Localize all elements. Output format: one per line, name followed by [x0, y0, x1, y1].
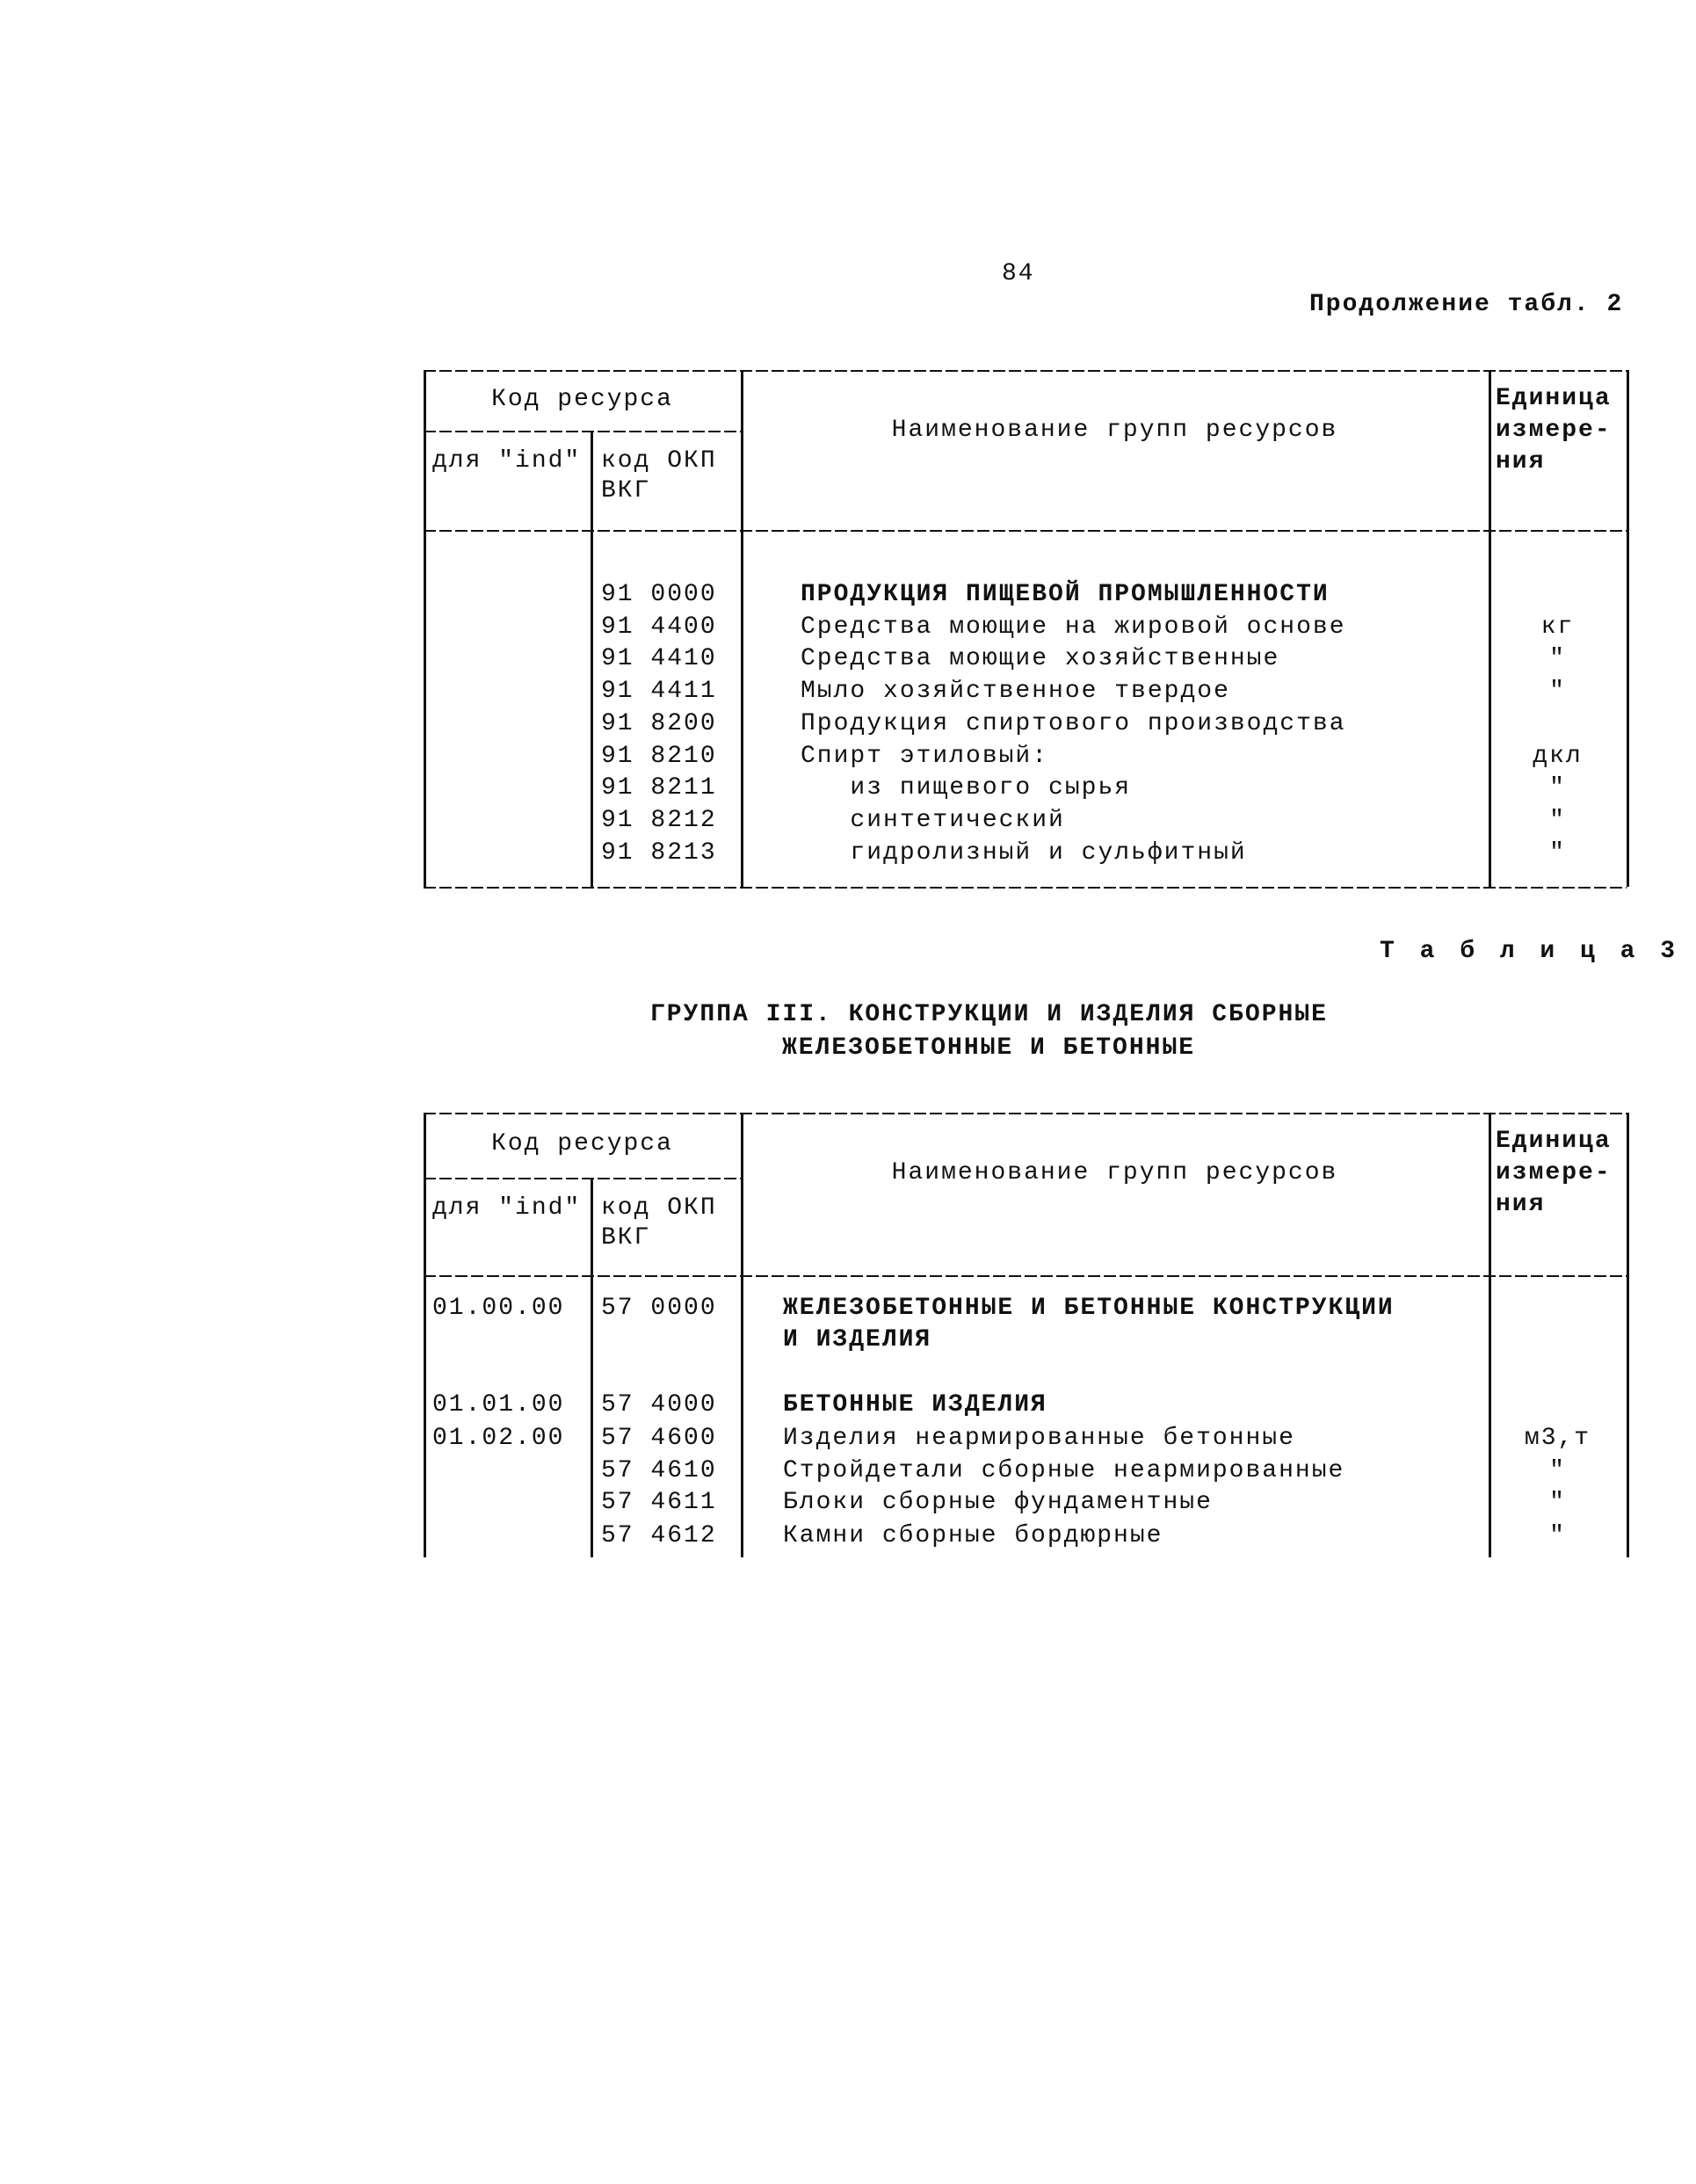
cell-unit: дкл: [1533, 742, 1583, 770]
cell-ind: 01.02.00: [432, 1425, 565, 1452]
cell-okp: 57 4000: [601, 1391, 717, 1419]
cell-unit: ": [1549, 1457, 1566, 1484]
cell-okp: 91 8212: [601, 806, 717, 834]
header-bottom-border: [424, 1275, 1627, 1277]
column-rule: [1627, 1113, 1629, 1557]
header-col-okp: код ОКП: [601, 447, 717, 475]
header-code-group: Код ресурса: [491, 1130, 673, 1157]
cell-unit: кг: [1540, 613, 1575, 641]
cell-name: И ИЗДЕЛИЯ: [783, 1326, 932, 1353]
cell-unit: ": [1549, 645, 1566, 673]
cell-unit: м3,т: [1524, 1425, 1591, 1452]
table-top-border: [424, 370, 1627, 372]
table-bottom-border: [424, 887, 1627, 889]
header-col-unit: Единица: [1496, 385, 1612, 412]
header-col-okp-line2: ВКГ: [601, 477, 651, 504]
header-col-ind: для "ind": [432, 1194, 582, 1222]
cell-name: Средства моющие хозяйственные: [801, 645, 1280, 673]
cell-okp: 91 8213: [601, 838, 717, 867]
cell-ind: 01.00.00: [432, 1295, 565, 1322]
cell-okp: 57 0000: [601, 1295, 717, 1322]
header-divider: [424, 1178, 741, 1179]
cell-name: Стройдетали сборные неармированные: [783, 1457, 1345, 1484]
cell-name: синтетический: [801, 806, 1065, 834]
header-col-unit-line3: ния: [1496, 1191, 1546, 1218]
cell-name: БЕТОННЫЕ ИЗДЕЛИЯ: [783, 1391, 1047, 1419]
table-3-title-line1: ГРУППА III. КОНСТРУКЦИИ И ИЗДЕЛИЯ СБОРНЫЕ: [650, 1001, 1328, 1028]
table-top-border: [424, 1113, 1627, 1114]
cell-unit: ": [1549, 1489, 1566, 1516]
page-number: 84: [1002, 260, 1035, 287]
cell-okp: 91 4400: [601, 613, 717, 641]
header-code-group: Код ресурса: [491, 385, 673, 413]
cell-unit: ": [1549, 678, 1566, 706]
header-col-okp-line2: ВКГ: [601, 1224, 651, 1252]
header-bottom-border: [424, 530, 1627, 532]
cell-name: ПРОДУКЦИЯ ПИЩЕВОЙ ПРОМЫШЛЕННОСТИ: [801, 581, 1330, 608]
header-col-unit-line2: измере-: [1496, 1159, 1612, 1186]
column-rule: [424, 370, 426, 887]
cell-name: Продукция спиртового производства: [801, 709, 1346, 737]
cell-unit: ": [1549, 1522, 1566, 1549]
cell-name: Камни сборные бордюрные: [783, 1522, 1163, 1549]
header-col-okp: код ОКП: [601, 1194, 717, 1222]
cell-okp: 91 8211: [601, 774, 717, 802]
cell-okp: 91 4410: [601, 645, 717, 673]
table-3-label: Т а б л и ц а 3: [1380, 938, 1681, 965]
cell-unit: ": [1549, 806, 1566, 834]
header-col-ind: для "ind": [432, 447, 582, 475]
cell-name: Блоки сборные фундаментные: [783, 1489, 1213, 1516]
cell-name: из пищевого сырья: [801, 774, 1132, 802]
column-rule: [1627, 370, 1629, 887]
cell-okp: 57 4612: [601, 1522, 717, 1549]
cell-name: гидролизный и сульфитный: [801, 838, 1247, 867]
cell-okp: 91 4411: [601, 678, 717, 706]
cell-name: Средства моющие на жировой основе: [801, 613, 1346, 641]
header-col-unit-line3: ния: [1496, 448, 1546, 475]
cell-unit: ": [1549, 838, 1566, 867]
cell-name: Спирт этиловый:: [801, 742, 1049, 770]
column-rule: [741, 370, 743, 887]
cell-ind: 01.01.00: [432, 1391, 565, 1419]
header-col-unit-line2: измере-: [1496, 417, 1612, 444]
header-col-unit: Единица: [1496, 1128, 1612, 1155]
cell-okp: 91 8200: [601, 709, 717, 737]
cell-unit: ": [1549, 774, 1566, 802]
continuation-label: Продолжение табл. 2: [1309, 291, 1624, 318]
column-rule: [591, 431, 593, 887]
cell-name: Мыло хозяйственное твердое: [801, 678, 1230, 706]
cell-okp: 91 8210: [601, 742, 717, 770]
column-rule: [591, 1178, 593, 1557]
header-col-name: Наименование групп ресурсов: [891, 1159, 1338, 1186]
column-rule: [424, 1113, 426, 1557]
header-divider: [424, 431, 741, 432]
cell-okp: 91 0000: [601, 581, 717, 608]
cell-okp: 57 4600: [601, 1425, 717, 1452]
cell-name: ЖЕЛЕЗОБЕТОННЫЕ И БЕТОННЫЕ КОНСТРУКЦИИ: [783, 1295, 1395, 1322]
cell-okp: 57 4611: [601, 1489, 717, 1516]
header-col-name: Наименование групп ресурсов: [891, 417, 1338, 444]
cell-name: Изделия неармированные бетонные: [783, 1425, 1295, 1452]
cell-okp: 57 4610: [601, 1457, 717, 1484]
table-3-title-line2: ЖЕЛЕЗОБЕТОННЫЕ И БЕТОННЫЕ: [782, 1034, 1196, 1062]
